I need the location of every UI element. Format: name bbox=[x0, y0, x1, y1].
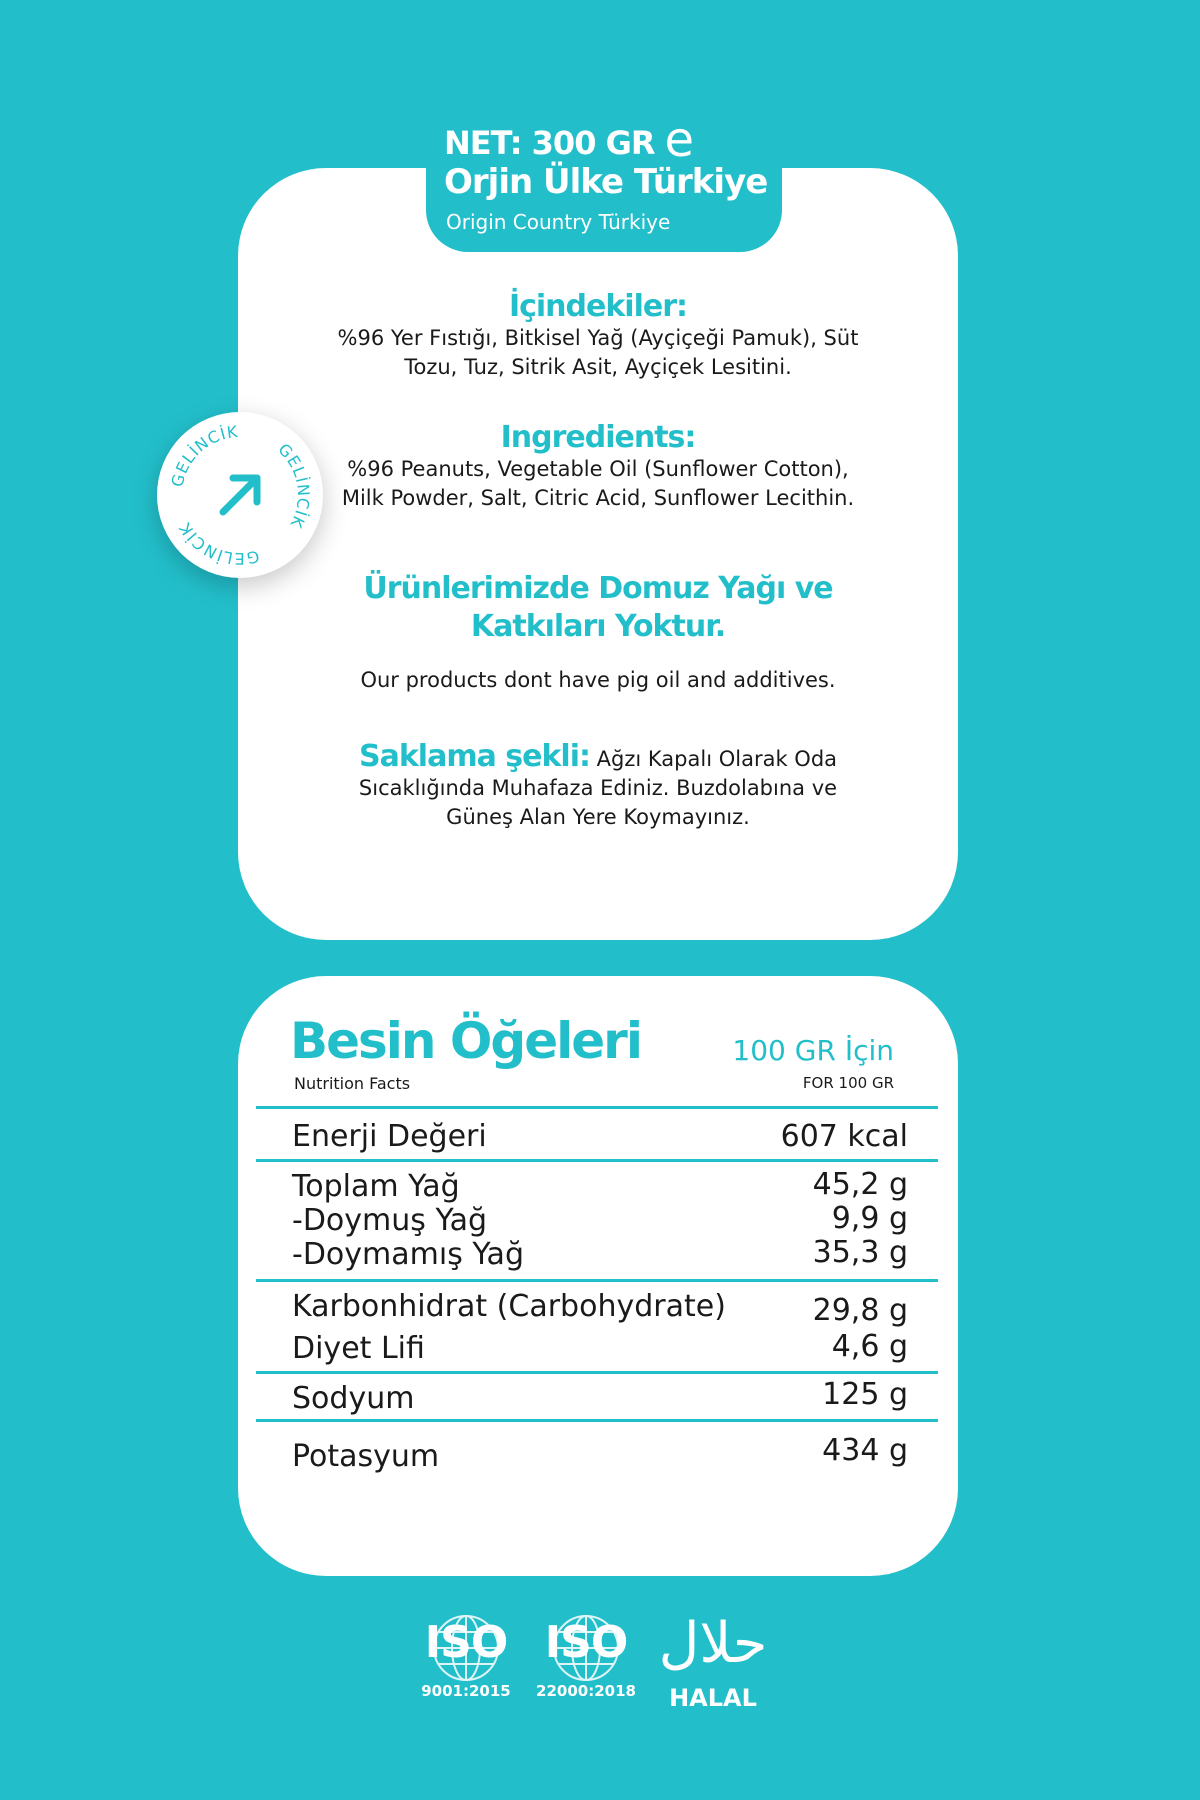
badge-text-2: GELİNCİK bbox=[274, 439, 314, 532]
iso-9001-badge bbox=[416, 1610, 516, 1700]
row-sodium-label: Sodyum bbox=[292, 1381, 415, 1416]
halal-badge bbox=[648, 1610, 778, 1712]
no-pork-heading-line2: Katkıları Yoktur. bbox=[470, 609, 726, 644]
row-total-fat-label: Toplam Yağ bbox=[292, 1169, 460, 1204]
row-saturated-fat-label: -Doymuş Yağ bbox=[292, 1203, 488, 1238]
halal-arabic-mark: حلال bbox=[658, 1611, 768, 1676]
brand-badge-graphic bbox=[157, 412, 323, 578]
svg-text:GELİNCİK bbox=[168, 422, 240, 489]
iso-22000-badge bbox=[536, 1610, 636, 1700]
row-saturated-fat-value: 9,9 g bbox=[831, 1201, 908, 1236]
divider bbox=[256, 1279, 938, 1282]
row-carbohydrate-label: Karbonhidrat (Carbohydrate) bbox=[292, 1289, 726, 1324]
divider bbox=[256, 1419, 938, 1422]
badge-text-1: GELİNCİK bbox=[167, 421, 240, 489]
nutrition-title: Besin Öğeleri bbox=[290, 1012, 641, 1070]
ingredients-tr-line1: %96 Yer Fıstığı, Bitkisel Yağ (Ayçiçeği Pamuk), Süt bbox=[337, 326, 859, 350]
badge-text-3: GELİNCİK bbox=[175, 518, 261, 569]
no-pork-english: Our products dont have pig oil and additives. bbox=[360, 668, 836, 692]
arrow-up-right-icon bbox=[223, 478, 257, 512]
row-unsaturated-fat-label: -Doymamış Yağ bbox=[292, 1237, 524, 1272]
iso-22000-word: ISO bbox=[544, 1617, 628, 1668]
nutrition-per-en: FOR 100 GR bbox=[802, 1074, 894, 1092]
svg-text:GELİNCİK bbox=[274, 440, 313, 532]
divider bbox=[256, 1371, 938, 1374]
iso-22000-number: 22000:2018 bbox=[536, 1682, 636, 1700]
certifications bbox=[0, 1610, 1200, 1730]
iso-9001-word: ISO bbox=[424, 1617, 508, 1668]
row-fiber-value: 4,6 g bbox=[831, 1329, 908, 1364]
no-pork-heading-line1: Ürünlerimizde Domuz Yağı ve bbox=[363, 571, 833, 606]
row-total-fat-value: 45,2 g bbox=[812, 1167, 908, 1202]
ingredients-en-section bbox=[300, 421, 896, 513]
ingredients-tr-line2: Tozu, Tuz, Sitrik Asit, Ayçiçek Lesitini. bbox=[404, 355, 792, 379]
svg-text:GELİNCİK bbox=[175, 519, 261, 568]
origin-country-en: Origin Country Türkiye bbox=[446, 210, 671, 234]
nutrition-per: 100 GR İçin bbox=[732, 1034, 894, 1067]
ingredients-en-heading: Ingredients: bbox=[500, 420, 696, 455]
row-unsaturated-fat-value: 35,3 g bbox=[812, 1235, 908, 1270]
row-potassium-value: 434 g bbox=[822, 1433, 908, 1468]
ingredients-tr-section bbox=[300, 290, 896, 382]
storage-line3: Güneş Alan Yere Koymayınız. bbox=[446, 805, 750, 829]
iso-9001-number: 9001:2015 bbox=[421, 1682, 511, 1700]
ingredients-tr-heading: İçindekiler: bbox=[508, 289, 688, 324]
row-fiber-label: Diyet Lifi bbox=[292, 1331, 425, 1366]
row-carbohydrate-value: 29,8 g bbox=[812, 1293, 908, 1328]
row-potassium-label: Potasyum bbox=[292, 1439, 440, 1474]
net-weight-text: NET: 300 GR bbox=[444, 124, 655, 162]
row-sodium-value: 125 g bbox=[822, 1377, 908, 1412]
storage-line1: Ağzı Kapalı Olarak Oda bbox=[596, 747, 838, 771]
storage-section bbox=[300, 740, 896, 832]
e-mark-icon: e bbox=[664, 112, 694, 168]
no-pork-section bbox=[300, 570, 896, 695]
halal-word: HALAL bbox=[669, 1684, 757, 1712]
origin-country-tr: Orjin Ülke Türkiye bbox=[444, 162, 768, 202]
divider bbox=[256, 1106, 938, 1109]
storage-label: Saklama şekli: bbox=[358, 739, 590, 774]
row-energy-label: Enerji Değeri bbox=[292, 1119, 487, 1154]
ingredients-en-line1: %96 Peanuts, Vegetable Oil (Sunflower Cotton), bbox=[347, 457, 849, 481]
brand-badge bbox=[157, 412, 323, 578]
nutrition-subtitle: Nutrition Facts bbox=[294, 1074, 411, 1093]
net-weight bbox=[444, 112, 693, 168]
divider bbox=[256, 1159, 938, 1162]
row-energy-value: 607 kcal bbox=[780, 1119, 908, 1154]
storage-line2: Sıcaklığında Muhafaza Ediniz. Buzdolabına ve bbox=[358, 776, 838, 800]
ingredients-en-line2: Milk Powder, Salt, Citric Acid, Sunflower Lecithin. bbox=[341, 486, 855, 510]
